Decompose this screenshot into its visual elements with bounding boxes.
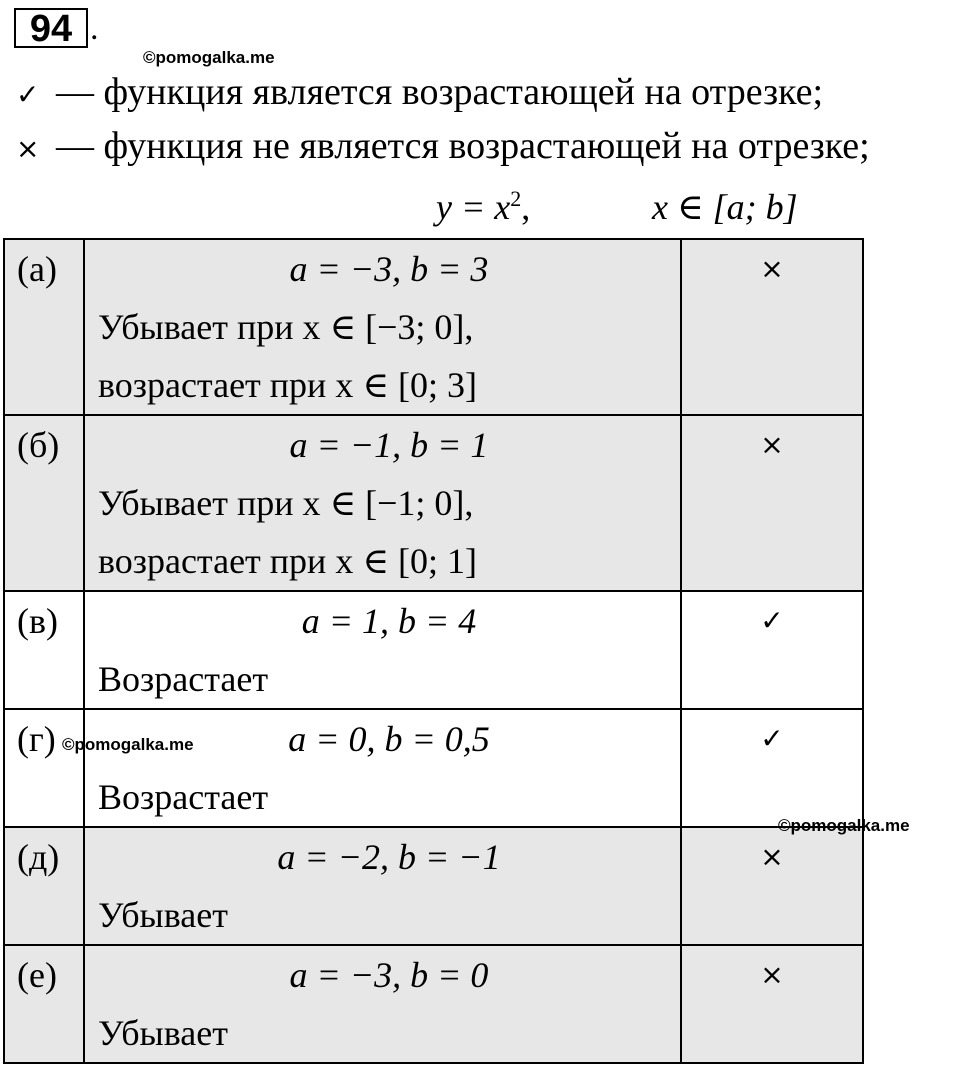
cross-icon: × — [681, 945, 863, 1063]
table-row — [4, 415, 863, 591]
formula-comma: , — [521, 187, 531, 227]
table-row — [4, 827, 863, 945]
table-row — [4, 591, 863, 709]
row-label: (д) — [4, 827, 84, 945]
interval-condition: a = −1, b = 1 — [289, 425, 489, 465]
legend-text: — функция является возрастающей на отрезке; — [56, 71, 824, 113]
row-content — [84, 591, 681, 709]
row-label: (а) — [4, 239, 84, 415]
monotonicity-description: возрастает при x ∈ [0; 1] — [98, 541, 477, 581]
formula-exponent: 2 — [510, 186, 522, 211]
answers-table — [3, 238, 864, 1064]
row-content — [84, 239, 681, 415]
row-content — [84, 945, 681, 1063]
monotonicity-description: возрастает при x ∈ [0; 3] — [98, 365, 477, 405]
check-icon: ✓ — [681, 709, 863, 827]
interval-condition: a = −2, b = −1 — [277, 837, 501, 877]
table-row — [4, 945, 863, 1063]
legend-increasing — [16, 70, 823, 117]
row-content — [84, 827, 681, 945]
monotonicity-description: Возрастает — [98, 777, 269, 817]
cross-icon: × — [16, 132, 40, 165]
monotonicity-description: Возрастает — [98, 659, 269, 699]
formula-base: y = x — [436, 187, 511, 227]
problem-number: 94 — [14, 8, 88, 48]
cross-icon: × — [681, 415, 863, 591]
interval-condition: a = −3, b = 3 — [289, 249, 489, 289]
watermark: ©pomogalka.me — [143, 48, 275, 67]
interval-condition: a = −3, b = 0 — [289, 955, 489, 995]
row-content — [84, 709, 681, 827]
watermark: ©pomogalka.me — [62, 735, 194, 754]
row-label: (е) — [4, 945, 84, 1063]
legend-not-increasing — [16, 124, 870, 171]
domain-formula: x ∈ [a; b] — [652, 187, 798, 227]
row-label: (в) — [4, 591, 84, 709]
check-icon: ✓ — [681, 591, 863, 709]
cross-icon: × — [681, 827, 863, 945]
table-row — [4, 709, 863, 827]
monotonicity-description: Убывает при x ∈ [−3; 0], — [98, 307, 474, 347]
monotonicity-description: Убывает — [98, 895, 228, 935]
monotonicity-description: Убывает — [98, 1013, 228, 1053]
row-label: (г) — [4, 709, 84, 827]
row-content — [84, 415, 681, 591]
cross-icon: × — [681, 239, 863, 415]
legend-text: — функция не является возрастающей на отрезке; — [56, 125, 870, 167]
monotonicity-description: Убывает при x ∈ [−1; 0], — [98, 483, 474, 523]
problem-number-dot: . — [90, 10, 99, 47]
interval-condition: a = 0, b = 0,5 — [288, 719, 490, 759]
table-row — [4, 239, 863, 415]
check-icon: ✓ — [16, 78, 40, 111]
function-formula — [436, 185, 530, 229]
row-label: (б) — [4, 415, 84, 591]
watermark: ©pomogalka.me — [778, 816, 910, 835]
interval-condition: a = 1, b = 4 — [301, 601, 477, 641]
